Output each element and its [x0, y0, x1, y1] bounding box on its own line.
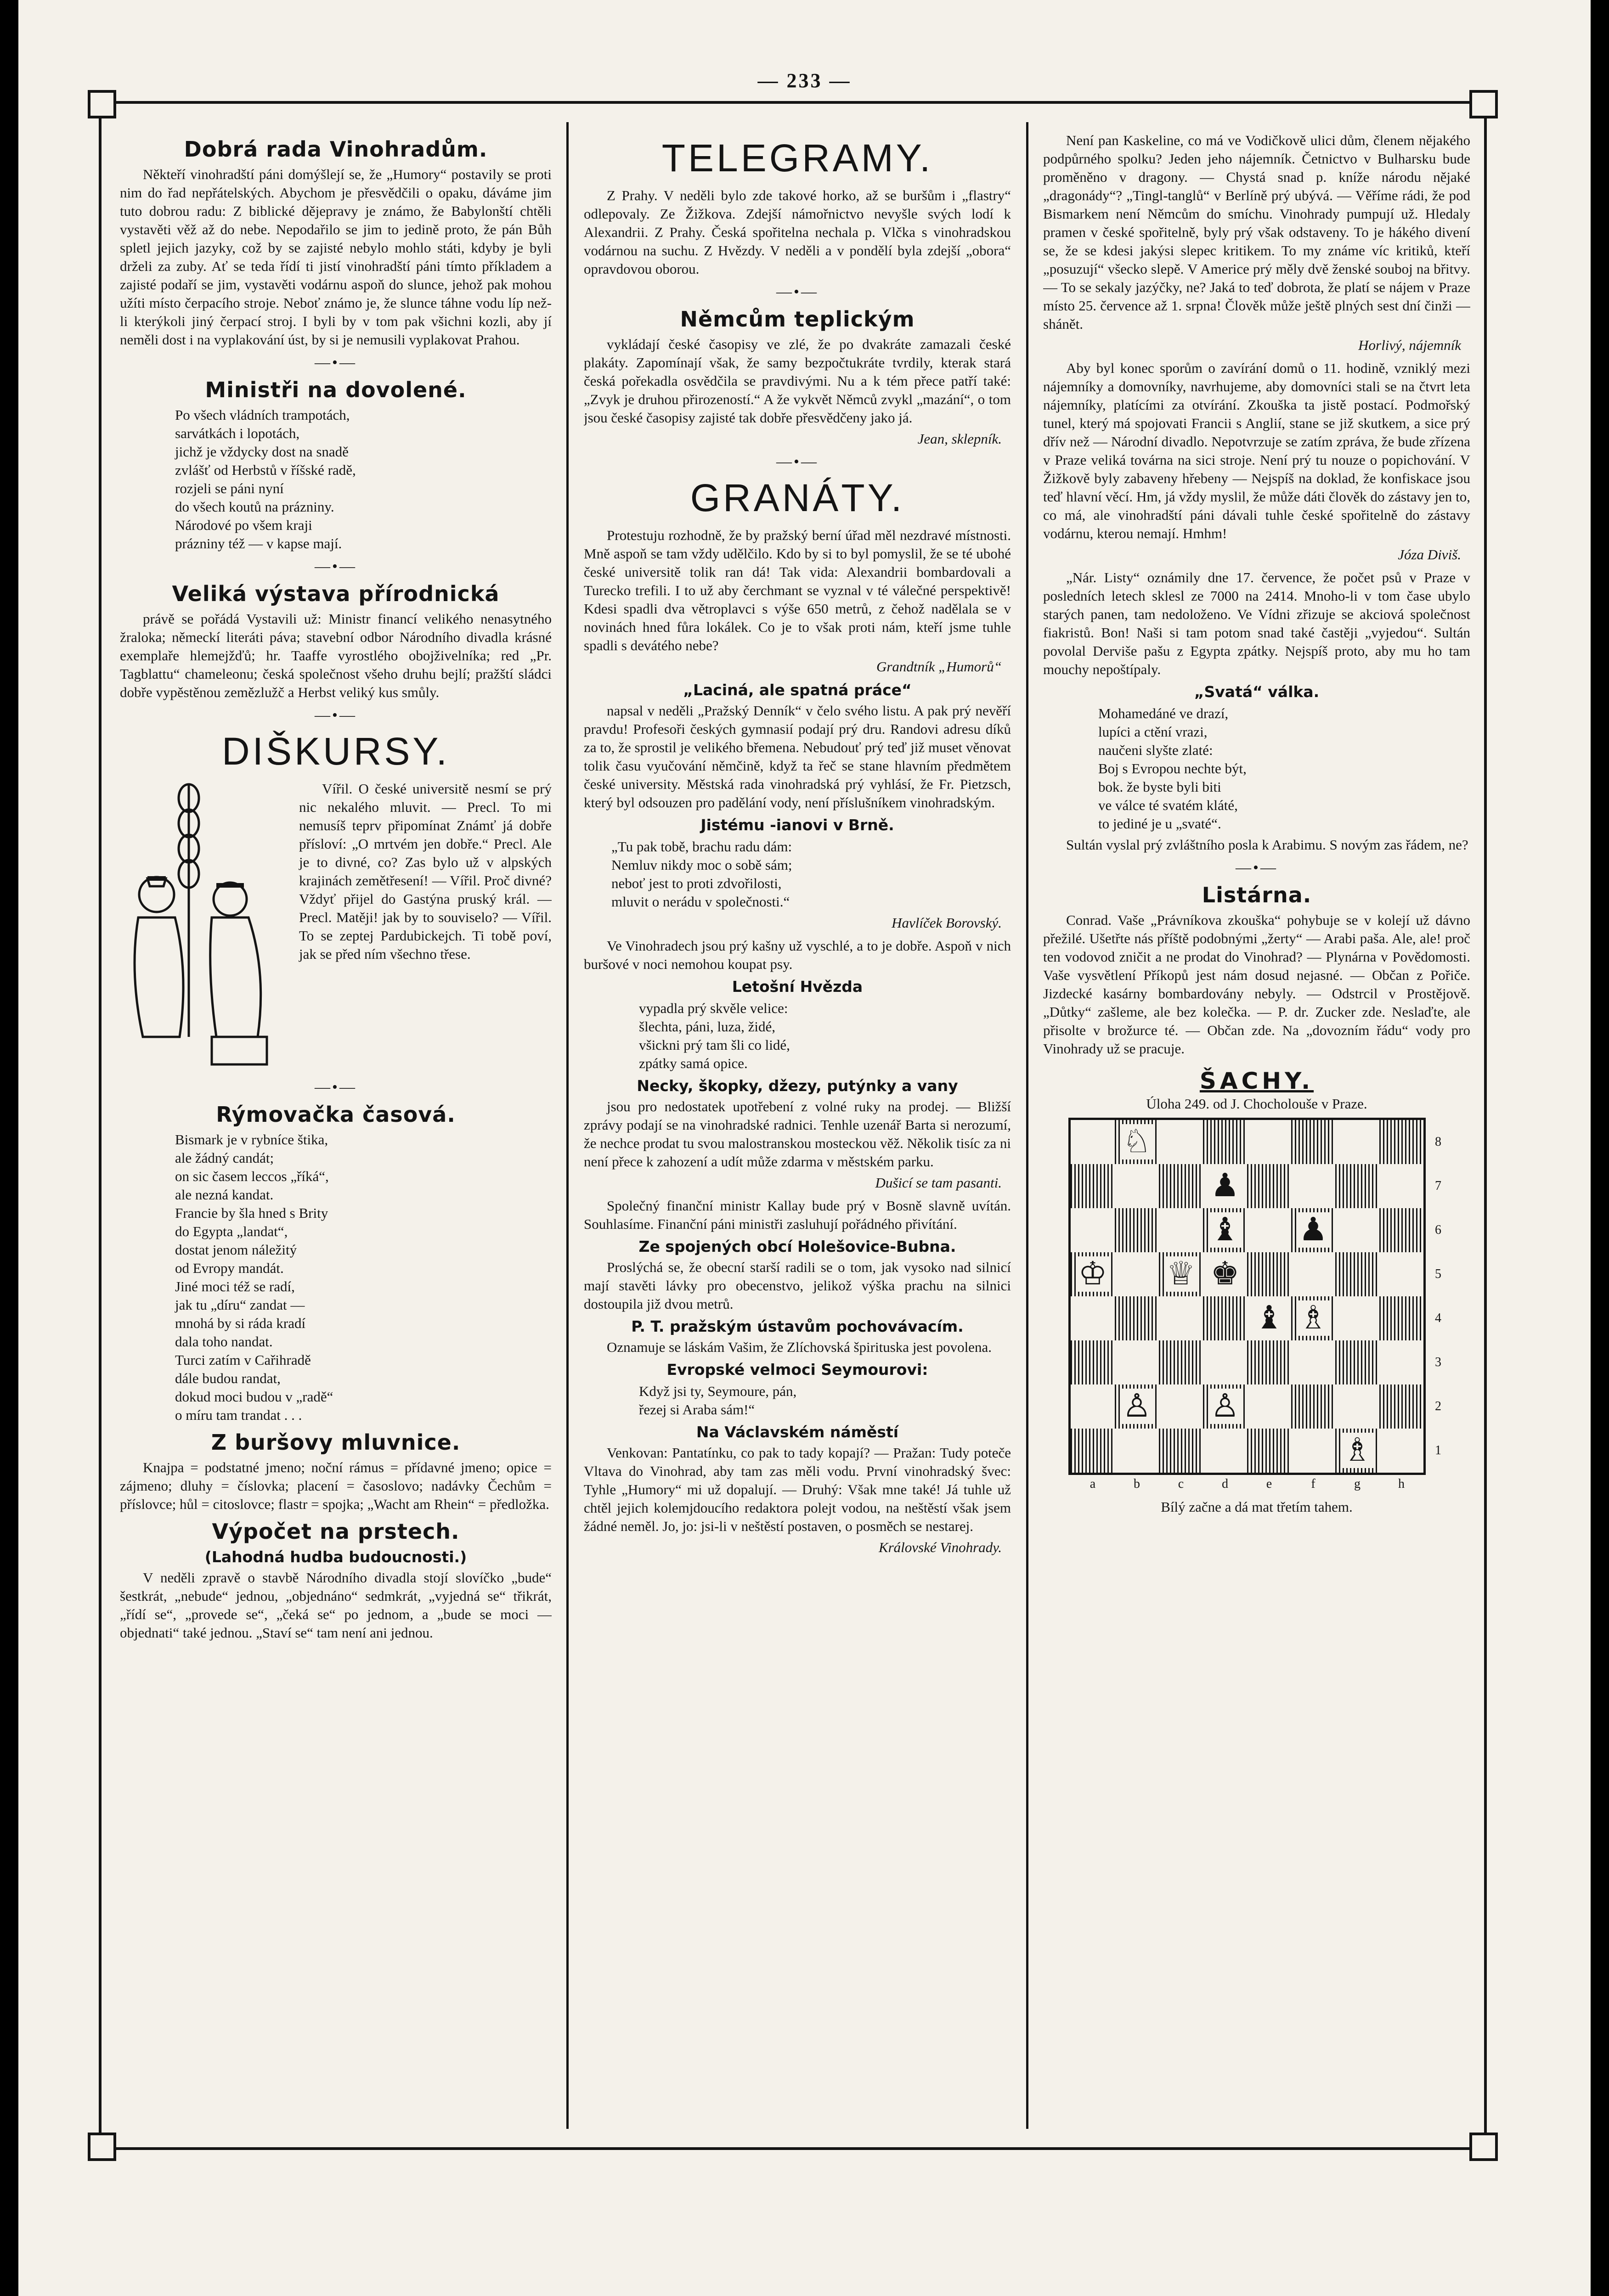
chess-square	[1247, 1384, 1291, 1429]
rank-label: 5	[1435, 1267, 1441, 1281]
signature: Grandtník „Humorů“	[876, 658, 1002, 675]
rank-label: 3	[1435, 1355, 1441, 1369]
frame-corner-ornament	[88, 90, 116, 118]
chess-square	[1159, 1384, 1203, 1429]
chess-square	[1335, 1164, 1379, 1208]
chess-square	[1291, 1296, 1335, 1340]
article-body: Není pan Kaskeline, co má ve Vodičkově ulici dům, členem nějakého podpůrného spolku? Jeden jeho nájemník. Četnictvo v Bulharsku bude proměněno v dragony. — Chystá snad p. kníže národu nějaké „dragonády“? „Tingl-tanglů“ v Berlíně prý ubývá. — Věříme rádi, že pod Bismarkem není Němcům do smíchu. Vinohrady pumpují už. Hledaly pramen v české spořitelně, byly prý však odstaveny. To je hákého divení se, že se kdesi jakýsi slepec kritikem. To my známe víc kritiků, kteří „posuzují“ všecko slepě. V Americe prý měly dvě ženské souboj na břitvy. — To se sekaly jazýčky, ne? Jaká to teď dobrota, že platí se nájem v Praze místo 25. července až 1. srpna! Člověk může ještě plných sest dní činži — shánět.	[1043, 132, 1470, 332]
signature: Jean, sklepník.	[917, 431, 1002, 447]
ornament-divider: —•—	[315, 707, 357, 724]
poem: Mohamedáné ve drazí, lupíci a ctění vrazi, naučeni slyšte zlaté: Boj s Evropou nechte být, bok. že byste byli biti ve válce té svatém kláté, to jediné je u „svaté“.	[1098, 705, 1247, 832]
article-body: Sultán vyslal prý zvláštního posla k Arabimu. S novým zas řádem, ne?	[1066, 837, 1468, 853]
ornament-divider: —•—	[776, 453, 819, 470]
chess-square	[1291, 1208, 1335, 1252]
chess-square	[1203, 1120, 1247, 1164]
chess-square	[1247, 1252, 1291, 1296]
chess-square	[1379, 1208, 1423, 1252]
column-left	[120, 131, 552, 2120]
article-body: Protestuju rozhodně, že by pražský berní úřad měl nezdravé místnosti. Mně aspoň se tam vždy udělčilo. Kdo by si to byl pomyslil, že se té ubohé české universitě tolik ran dá! Tak vida: Alexandrii bombardovali a Turecko trefili. I to už aby čerchmant se vyznal v té válečné perspektivě! Kdesi spadli dva větroplavci s výše 650 metrů, z čehož nadělala se v novinách hned fůra lokálek. Co je to však proti nám, kteří jsme tuhle spadli s devátého nebe?	[584, 527, 1011, 653]
article-title: Rýmovačka časová.	[216, 1102, 456, 1127]
article-body: Proslýchá se, že obecní starší radili se o tom, jak vysoko nad silnicí mají stavěti lávky pro obecenstvo, jelikož výška prachu na silnici dostoupila již dvou metrů.	[584, 1259, 1011, 1312]
ornament-divider: —•—	[776, 283, 819, 300]
ornament-divider: —•—	[315, 1079, 357, 1096]
chess-square	[1071, 1252, 1115, 1296]
cartoon-illustration	[120, 780, 290, 1074]
chess-piece: ♘	[1121, 1124, 1153, 1159]
chess-square	[1291, 1429, 1335, 1473]
chess-square	[1115, 1252, 1159, 1296]
frame-corner-ornament	[1469, 90, 1498, 118]
article-body: Vířil. O české universitě nesmí se prý nic nekalého mluvit. — Precl. To mi nemusíš teprv připomínat Známť já dobře přísloví: „O mrtvém jen dobře.“ Precl. Ale je to divné, co? Zas bylo už v alpských krajinách zemětřesení! — Vířil. Proč divné? Vždyť přijel do Gastýna pruský král. — Precl. Matěji! jak by to souviselo? — Vířil. To se zeptej Pardubickejch. Ti tobě poví, jak se před ním všechno třese.	[299, 781, 552, 962]
chess-square	[1335, 1340, 1379, 1384]
page-number: — 233 —	[757, 69, 852, 92]
column-middle	[584, 131, 1011, 2120]
poem: „Tu pak tobě, brachu radu dám: Nemluv nikdy moc o sobě sám; neboť jest to proti zdvořilosti, mluvit o nerádu v společnosti.“	[611, 838, 792, 910]
article-body: Ve Vinohradech jsou prý kašny už vyschlé, a to je dobře. Aspoň v nich buršové v noci nemohou koupat psy.	[584, 938, 1011, 972]
chess-piece: ♕	[1165, 1256, 1197, 1292]
article-body: vykládají české časopisy ve zlé, že po dvakráte zamazali české plakáty. Zapomínají však, že samy bezpočtukráte tvrdily, kterak stará česká pořekadla osvědčila se pravdivými. Nu a k tém přece patří také: „Zvyk je druhou přirozeností.“ A že vykvět Němců zvykl „mazání“, o tom jsou české časopisy zajisté tak dobře přesvědčeny jako já.	[584, 336, 1011, 426]
signature: Havlíček Borovský.	[892, 915, 1002, 931]
poem: vypadla prý skvěle velice: šlechta, páni, luza, židé, všickni prý tam šli co lidé, zpátky samá opice.	[639, 1000, 790, 1071]
chess-piece: ♗	[1297, 1300, 1330, 1336]
rank-label: 6	[1435, 1223, 1441, 1237]
chess-square	[1071, 1208, 1115, 1252]
chess-caption: Bílý začne a dá mat třetím tahem.	[1161, 1499, 1353, 1515]
chess-board-wrap	[1068, 1118, 1445, 1493]
frame-corner-ornament	[88, 2133, 116, 2161]
article-title: „Svatá“ válka.	[1194, 683, 1320, 701]
section-title: Listárna.	[1202, 883, 1312, 907]
poem: Po všech vládních trampotách, sarvátkách i lopotách, jichž je vždycky dost na snadě zvlášť od Herbstů v říšské radě, rozjeli se páni nyní do všech koutů na prázniny. Národové po všem kraji prázniny též — v kapse mají.	[175, 407, 356, 551]
chess-piece: ♚	[1209, 1256, 1242, 1292]
ornament-divider: —•—	[1236, 859, 1278, 876]
section-title: GRANÁTY.	[690, 476, 905, 519]
chess-square	[1071, 1164, 1115, 1208]
article-title: Letošní Hvězda	[732, 978, 863, 996]
chess-piece: ♙	[1209, 1389, 1242, 1424]
chess-square	[1247, 1208, 1291, 1252]
chess-square	[1203, 1208, 1247, 1252]
file-label: a	[1090, 1477, 1096, 1491]
article-body: Někteří vinohradští páni domýšlejí se, že „Humory“ postavily se proti nim do řad nepřátelských. Abychom je přesvědčili o opaku, dáváme jim tuto dobrou radu: Z biblické dějepravy je známo, že Babylonští chtěli vystavěti věž až do nebe. Nepodařilo se jim to jedině proto, že pán Bůh spletl jejich jazyky, což by se zajisté nebylo mohlo státi, kdyby je byli drželi za zuby. Ať se teda řídí ti jistí vinohradští páni tímto příkladem a zajisté podaří se jim, vystavěti vodárnu aspoň do slunce, jehož pak mohou užíti místo čerpacího stroje. Neboť známo je, že slunce táhne vodu líp než-li kterýkoli jiný čerpací stroj. I byli by v tom pak všichni kozli, aby jí neměli dost i na vyplakování úst, by si je nemusili vyplakovat Prahou.	[120, 166, 552, 348]
article-title: „Laciná, ale spatná práce“	[683, 681, 912, 699]
chess-square	[1115, 1208, 1159, 1252]
chess-square	[1335, 1208, 1379, 1252]
chess-square	[1203, 1252, 1247, 1296]
file-labels	[1071, 1475, 1423, 1493]
signature: Dušicí se tam pasanti.	[875, 1175, 1002, 1191]
newspaper-page	[18, 0, 1591, 2296]
article-body: Aby byl konec sporům o zavírání domů o 11. hodině, vzniklý mezi nájemníky a domovníky, navrhujeme, aby domovníci stali se na čtvrt leta nájemníky, platícími za otvírání. Zkouška ta jistě postací. Podmořský tunel, který má spojovati Francii s Anglií, stane se již skutkem, a sice prý dřív než — Národní divadlo. Nepotvrzuje se zatím zpráva, že bude zřízena v Praze veliká továrna na sici stroje. Není prý tu nouze o popichování. V Žižkově byly zabaveny hřebeny — Nejspíš na doklad, že konfiskace jsou teď hlavní věcí. Hm, já vždy myslil, že může dáti člověk do zástavy jen to, co má, ale vinohradští páni dávali tuhle české spořitelně do zástavy vodárnu, kterou nemají. Hmhm!	[1043, 360, 1470, 541]
file-label: h	[1398, 1477, 1405, 1491]
article-subtitle: (Lahodná hudba budoucnosti.)	[204, 1548, 467, 1566]
article-title: Výpočet na prstech.	[212, 1519, 460, 1544]
chess-piece: ♔	[1077, 1256, 1109, 1292]
rank-label: 7	[1435, 1179, 1441, 1193]
chess-square	[1159, 1252, 1203, 1296]
file-label: d	[1222, 1477, 1228, 1491]
column-right	[1043, 131, 1470, 2120]
file-label: b	[1134, 1477, 1140, 1491]
poem: Bismark je v rybníce štika, ale žádný candát; on sic časem leccos „říká“, ale nezná kandat. Francie by šla hned s Brity do Egypta „landat“, dostat jenom náležitý od Evropy mandát. Jiné moci též se radí, jak tu „díru“ zandat — mnohá by si ráda kradí dala toho nandat. Turci zatím v Cařihradě dále budou randat, dokud moci budou v „radě“ o míru tam trandat . . .	[175, 1131, 333, 1423]
chess-square	[1247, 1164, 1291, 1208]
chess-square	[1247, 1429, 1291, 1473]
chess-square	[1335, 1429, 1379, 1473]
chess-square	[1379, 1296, 1423, 1340]
chess-square	[1071, 1384, 1115, 1429]
article-body: Oznamuje se láskám Vašim, že Zlíchovská špirituska jest povolena.	[607, 1339, 992, 1355]
column-rule	[1026, 122, 1028, 2129]
chess-title: ŠACHY.	[1199, 1068, 1314, 1094]
section-title: TELEGRAMY.	[661, 136, 933, 180]
chess-piece: ♝	[1253, 1300, 1286, 1336]
chess-square	[1071, 1120, 1115, 1164]
chess-square	[1115, 1164, 1159, 1208]
chess-square	[1159, 1429, 1203, 1473]
rank-label: 4	[1435, 1311, 1441, 1325]
chess-square	[1291, 1384, 1335, 1429]
chess-piece: ♙	[1121, 1389, 1153, 1424]
chess-square	[1335, 1120, 1379, 1164]
frame-corner-ornament	[1469, 2133, 1498, 2161]
article-title: P. T. pražským ústavům pochovávacím.	[631, 1317, 964, 1335]
section-title: DIŠKURSY.	[222, 730, 450, 773]
article-title: Jistému -ianovi v Brně.	[700, 816, 894, 834]
article-body: napsal v neděli „Pražský Denník“ v čelo svého listu. A pak prý nevěří pravdu! Profesoři českých gymnasií podají prý dru. Randovi adresu díků za to, že sprostil je velikého břemena. Nebudouť prý teď již muset věnovat tolik času vyučování němčině, když ta řeč se stane hlavním předmětem české university. Městská rada vinohradská prý vyhlásí, že Fr. Pietzsch, který byl odsouzen pro padělání vody, není příslušníkem vinohradským.	[584, 703, 1011, 810]
chess-square	[1335, 1384, 1379, 1429]
article-body: právě se pořádá Vystavili už: Ministr financí velikého nenasytného žraloka; německí literáti páva; stavební odbor Národního divadla krásné exemplaře hlemejžďů; hr. Taaffe vyrostlého obojživelníka; red „Pr. Tagblattu“ chameleonu; česká společnost všeho druhu bejlí; pražští sládci dobře vypěstěnou zemězlužč a Herbst veliký kus smůly.	[120, 611, 552, 700]
chess-piece: ♟	[1297, 1212, 1330, 1248]
chess-square	[1247, 1120, 1291, 1164]
article-title: Na Václavském náměstí	[696, 1423, 899, 1441]
signature: Józa Diviš.	[1398, 546, 1461, 563]
chess-piece: ♗	[1341, 1433, 1374, 1468]
chess-square	[1247, 1340, 1291, 1384]
article-body: Knajpa = podstatné jmeno; noční rámus = přídavné jmeno; opice = zájmeno; dluhy = číslovka; placení = časoslovo; nadávky Čechům = příslovce; hůl = citoslovce; flastr = spojka; „Wacht am Rhein“ = předložka.	[120, 1459, 552, 1512]
chess-square	[1379, 1340, 1423, 1384]
article-body: Z Prahy. V neděli bylo zde takové horko, až se buršům i „flastry“ odlepovaly. Ze Žižkova. Zdejší námořnictvo nevyšle svých lodí k Alexandrii. Z Prahy. Česká spořitelna nechala p. Vlčka s vinohradskou vodárnou na suchu. Z Hvězdy. V neděli a v pondělí byla zdejší „obora“ opravdovou oborou.	[584, 187, 1011, 277]
chess-square	[1291, 1340, 1335, 1384]
chess-square	[1379, 1164, 1423, 1208]
file-label: f	[1311, 1477, 1315, 1491]
chess-square	[1203, 1164, 1247, 1208]
article-body: „Nár. Listy“ oznámily dne 17. července, že počet psů v Praze v posledních letech sklesl ze 7000 na 2414. Mnoho-li v tom čase ubylo starých panen, tam nedoloženo. Ve Vídni zřizuje se akciová společnost fiakristů. Bon! Naši si tam potom snad také častěji „vyjedou“. Sultán povolal Derviše pašu z Egypta zpátky. Nejspíš proto, aby mu ho tam mouchy nepoštípaly.	[1043, 569, 1470, 677]
chess-square	[1115, 1384, 1159, 1429]
rank-label: 1	[1435, 1443, 1441, 1458]
article-body: jsou pro nedostatek upotřebení z volné ruky na prodej. — Bližší zprávy podají se na vinohradské radnici. Tenhle uzenář Barta si nerozumí, že nechce prodat tu svou malostranskou mosteckou věž. Několik tisíc za ni není přece k zahození a udít může zdarma v městském parku.	[584, 1098, 1011, 1170]
chess-square	[1159, 1340, 1203, 1384]
file-label: e	[1266, 1477, 1272, 1491]
chess-square	[1379, 1384, 1423, 1429]
article-body: V neděli zpravě o stavbě Národního divadla stojí slovíčko „bude“ šestkrát, „nebude“ jednou, „objednáno“ sedmkrát, „vyjedná se“ třikrát, „řídí se“, „provede se“, „čeká se“ po jednom, a „bude se moci — objednati“ také jednou. „Staví se“ tam není ani jednou.	[120, 1570, 552, 1641]
chess-board	[1068, 1118, 1426, 1475]
article-title: Dobrá rada Vinohradům.	[184, 137, 488, 162]
chess-square	[1159, 1120, 1203, 1164]
article-title: Z buršovy mluvnice.	[211, 1430, 461, 1455]
chess-problem	[1059, 1067, 1454, 1516]
chess-square	[1291, 1164, 1335, 1208]
chess-square	[1379, 1120, 1423, 1164]
article-title: Ministři na dovolené.	[205, 377, 467, 402]
rank-label: 2	[1435, 1399, 1441, 1413]
chess-square	[1115, 1296, 1159, 1340]
chess-square	[1159, 1164, 1203, 1208]
chess-piece: ♝	[1209, 1212, 1242, 1248]
chess-square	[1159, 1296, 1203, 1340]
ornament-divider: —•—	[315, 558, 357, 575]
article-title: Necky, škopky, džezy, putýnky a vany	[637, 1077, 958, 1095]
article-body: Venkovan: Pantatínku, co pak to tady kopají? — Pražan: Tudy poteče Vltava do Vinohrad, aby tam zas měli vodu. První vinohradský švec: Tyhle „Humory“ mi už dopalují. — Druhý: Však mne také! Já tuhle už chtěl jejich kolemjdoucího redaktora polejt vodou, na neštěstí však jsem žádné neměl. Jo, jo: jsi-li v neštěstí postaven, o posměch se nestarej.	[584, 1445, 1011, 1534]
chess-square	[1379, 1252, 1423, 1296]
chess-subtitle: Úloha 249. od J. Chocholouše v Praze.	[1146, 1096, 1367, 1112]
chess-square	[1115, 1340, 1159, 1384]
chess-square	[1115, 1429, 1159, 1473]
file-label: c	[1178, 1477, 1184, 1491]
article-body: Společný finanční ministr Kallay bude prý v Bosně slavně uvítán. Souhlasíme. Finanční páni ministři zasluhují pořádného přivítání.	[584, 1198, 1011, 1232]
chess-square	[1291, 1252, 1335, 1296]
signature: Horlivý, nájemník	[1358, 337, 1461, 353]
chess-square	[1071, 1296, 1115, 1340]
rank-labels	[1431, 1120, 1445, 1473]
poem: Když jsi ty, Seymoure, pán, řezej si Araba sám!“	[639, 1383, 797, 1418]
rank-label: 8	[1435, 1135, 1441, 1149]
article-body: Conrad. Vaše „Právníkova zkouška“ pohybuje se v kolejí už dávno přežilé. Ušetřte nás příště podobnými „žerty“ — Arabi paša. Ale, ale! proč ten vodovod zničit a ne prodat do Vinohrad? — Plynárna v Povědomosti. Vaše vysvětlení Příkopů jest nám dosud nejasné. — Občan z Pořiče. Jizdecké kasárny bombardovány nebyly. — Odstrcil v Prostějově. „Důtky“ zašleme, ale bez kolečka. — P. dr. Zucker zde. Neslaďte, ale přisolte v brožurce té. — Občan zde. Na „dovozním řádu“ vody pro Vinohrady už se pracuje.	[1043, 912, 1470, 1057]
chess-square	[1071, 1429, 1115, 1473]
chess-square	[1159, 1208, 1203, 1252]
chess-square	[1335, 1296, 1379, 1340]
signature: Královské Vinohrady.	[878, 1539, 1002, 1555]
article-title: Ze spojených obcí Holešovice-Bubna.	[638, 1238, 956, 1255]
article-title: Němcům teplickým	[680, 307, 915, 332]
article-title: Veliká výstava přírodnická	[172, 581, 500, 606]
chess-square	[1247, 1296, 1291, 1340]
column-rule	[566, 122, 569, 2129]
page-frame	[99, 101, 1487, 2150]
chess-square	[1071, 1340, 1115, 1384]
chess-square	[1203, 1384, 1247, 1429]
chess-square	[1291, 1120, 1335, 1164]
chess-square	[1203, 1429, 1247, 1473]
file-label: g	[1354, 1477, 1361, 1491]
chess-piece: ♟	[1209, 1168, 1242, 1204]
article-title: Evropské velmoci Seymourovi:	[666, 1361, 928, 1379]
chess-square	[1335, 1252, 1379, 1296]
chess-square	[1115, 1120, 1159, 1164]
chess-square	[1379, 1429, 1423, 1473]
ornament-divider: —•—	[315, 354, 357, 371]
chess-square	[1203, 1340, 1247, 1384]
chess-square	[1203, 1296, 1247, 1340]
